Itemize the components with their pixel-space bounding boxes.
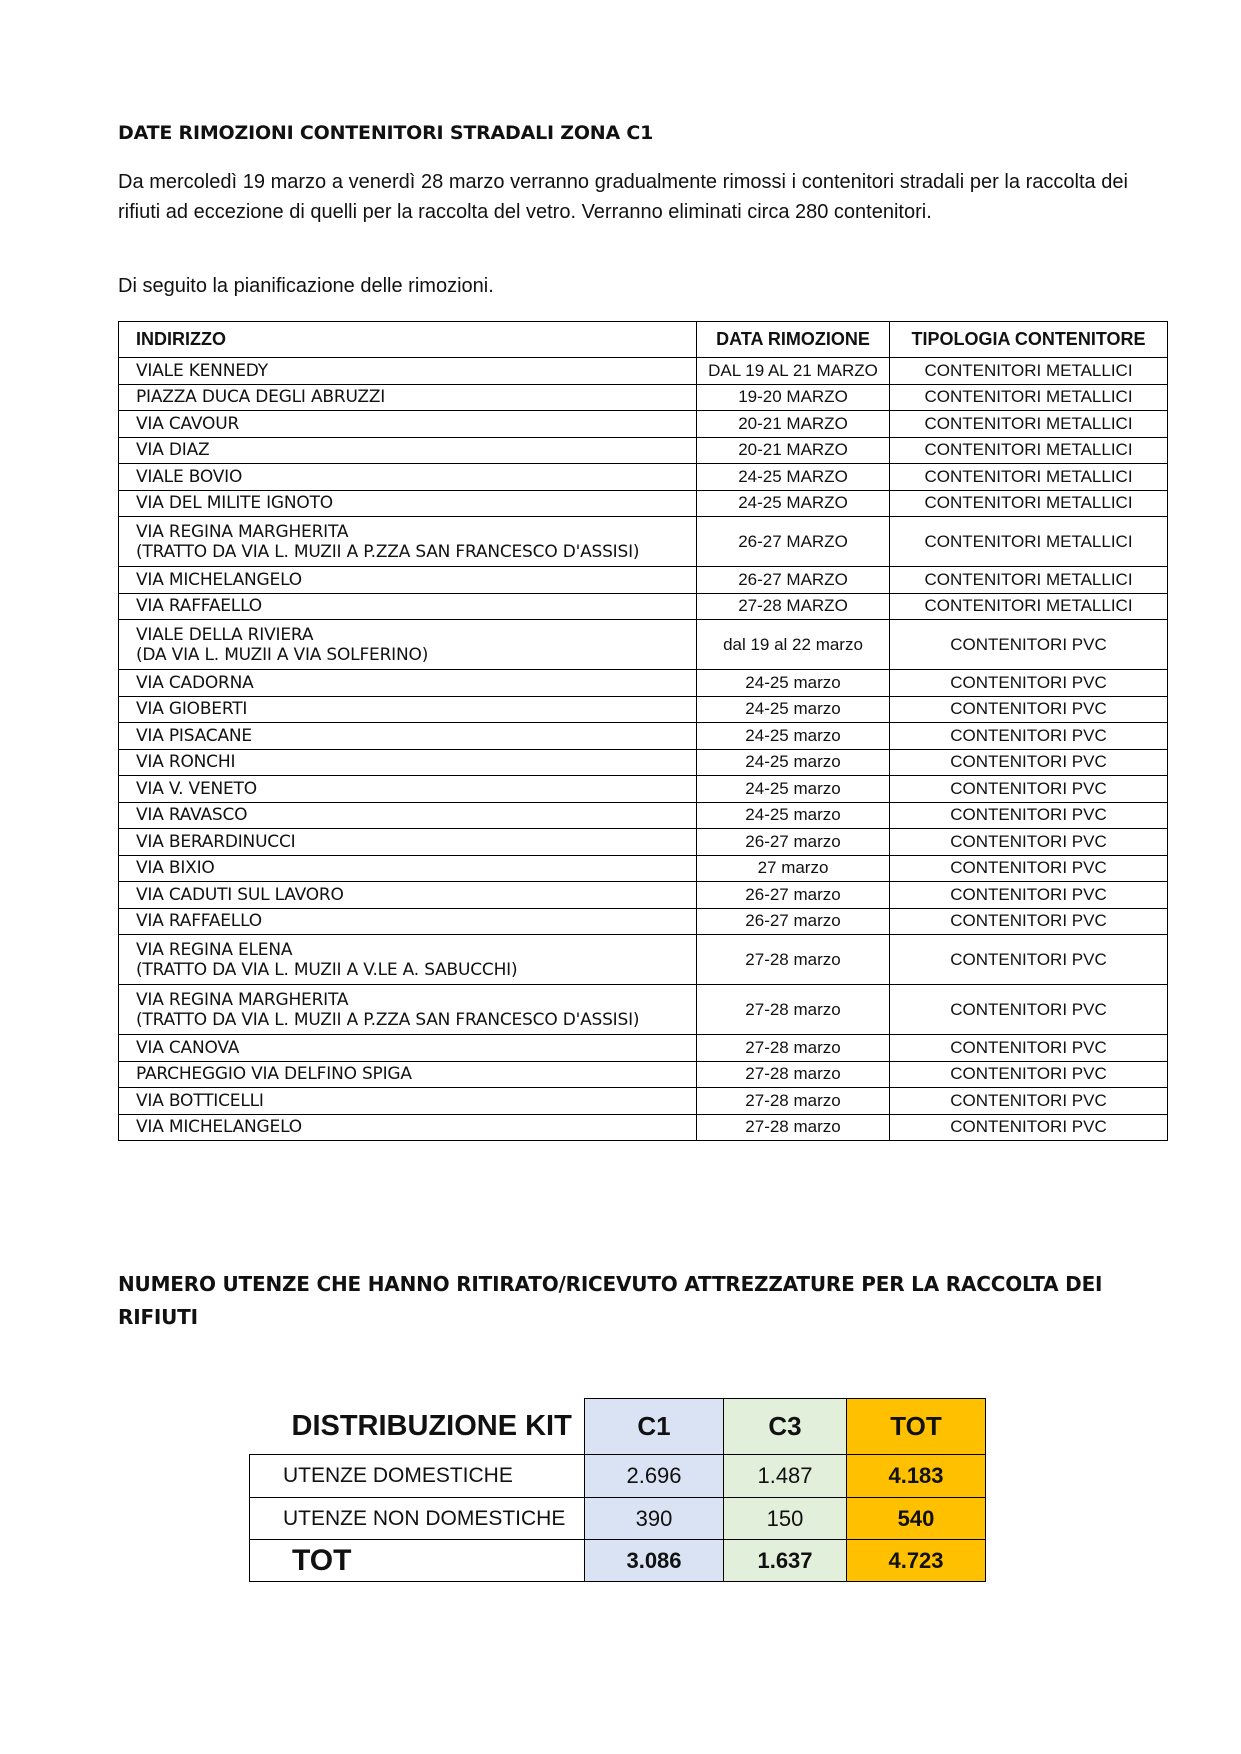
table-row: [119, 1114, 1168, 1141]
container-type-cell: CONTENITORI METALLICI: [890, 593, 1168, 620]
address-line: VIA RAFFAELLO: [136, 911, 262, 932]
address-cell: [119, 593, 697, 620]
address-cell: [119, 1035, 697, 1062]
column-header-date: DATA RIMOZIONE: [697, 322, 890, 358]
kit-cell-c3: 150: [724, 1498, 847, 1540]
date-cell: 24-25 marzo: [697, 802, 890, 829]
container-type-cell: CONTENITORI PVC: [890, 935, 1168, 985]
address-line: VIA CANOVA: [136, 1037, 240, 1058]
date-cell: 26-27 MARZO: [697, 517, 890, 567]
kit-total-c1: 3.086: [585, 1540, 724, 1582]
kit-column-c3: C3: [724, 1399, 847, 1455]
date-cell: 24-25 marzo: [697, 776, 890, 803]
table-row: [119, 985, 1168, 1035]
container-type-cell: CONTENITORI PVC: [890, 882, 1168, 909]
address-cell: [119, 829, 697, 856]
intro-paragraph: Da mercoledì 19 marzo a venerdì 28 marzo verranno gradualmente rimossi i contenitori stradali per la raccolta dei rifiuti ad eccezione di quelli per la raccolta del vetro. Verranno eliminati circa 280 contenitori.: [118, 171, 1128, 223]
date-cell: 27-28 marzo: [697, 1114, 890, 1141]
address-cell: [119, 490, 697, 517]
address-cell: [119, 749, 697, 776]
container-type-cell: CONTENITORI METALLICI: [890, 490, 1168, 517]
address-line: VIA V. VENETO: [136, 778, 257, 799]
table-row: [119, 567, 1168, 594]
address-cell: [119, 437, 697, 464]
kit-cell-c1: 2.696: [585, 1455, 724, 1498]
table-row: [119, 908, 1168, 935]
address-cell: [119, 935, 697, 985]
table-header-row: [119, 322, 1168, 358]
date-cell: 24-25 marzo: [697, 696, 890, 723]
date-cell: 27-28 marzo: [697, 935, 890, 985]
container-type-cell: CONTENITORI PVC: [890, 1114, 1168, 1141]
table-row: [119, 384, 1168, 411]
address-cell: [119, 358, 697, 385]
container-type-cell: CONTENITORI PVC: [890, 776, 1168, 803]
kit-row-domestiche: [250, 1455, 986, 1498]
kit-header-row: [250, 1399, 986, 1455]
container-type-cell: CONTENITORI METALLICI: [890, 437, 1168, 464]
address-line: VIA DIAZ: [136, 440, 210, 461]
address-cell: [119, 567, 697, 594]
table-row: [119, 829, 1168, 856]
address-line: VIA CADORNA: [136, 672, 254, 693]
address-line: VIA BOTTICELLI: [136, 1090, 264, 1111]
address-detail-line: (TRATTO DA VIA L. MUZII A V.LE A. SABUCCHI): [136, 959, 518, 980]
date-cell: 24-25 MARZO: [697, 490, 890, 517]
table-row: [119, 620, 1168, 670]
container-type-cell: CONTENITORI METALLICI: [890, 384, 1168, 411]
container-type-cell: CONTENITORI PVC: [890, 723, 1168, 750]
container-type-cell: CONTENITORI PVC: [890, 1035, 1168, 1062]
table-row: [119, 437, 1168, 464]
container-type-cell: CONTENITORI PVC: [890, 829, 1168, 856]
address-detail-line: (TRATTO DA VIA L. MUZII A P.ZZA SAN FRANCESCO D'ASSISI): [136, 541, 640, 562]
container-type-cell: CONTENITORI METALLICI: [890, 517, 1168, 567]
address-detail-line: (DA VIA L. MUZII A VIA SOLFERINO): [136, 644, 429, 665]
address-cell: [119, 723, 697, 750]
address-cell: [119, 1088, 697, 1115]
table-row: [119, 1088, 1168, 1115]
date-cell: 27-28 marzo: [697, 1061, 890, 1088]
address-line: VIALE DELLA RIVIERA: [136, 624, 314, 645]
kit-table-title: DISTRIBUZIONE KIT: [250, 1399, 585, 1455]
table-row: [119, 464, 1168, 491]
date-cell: 27-28 marzo: [697, 1088, 890, 1115]
address-cell: [119, 384, 697, 411]
address-line: VIA BERARDINUCCI: [136, 831, 296, 852]
column-header-type: TIPOLOGIA CONTENITORE: [890, 322, 1168, 358]
address-line: VIA MICHELANGELO: [136, 569, 302, 590]
address-line: VIA RONCHI: [136, 752, 236, 773]
removal-schedule-table: [118, 321, 1168, 1141]
container-type-cell: CONTENITORI PVC: [890, 855, 1168, 882]
container-type-cell: CONTENITORI PVC: [890, 696, 1168, 723]
address-cell: [119, 882, 697, 909]
date-cell: 26-27 MARZO: [697, 567, 890, 594]
date-cell: 20-21 MARZO: [697, 437, 890, 464]
table-row: [119, 882, 1168, 909]
table-row: [119, 670, 1168, 697]
table-row: [119, 490, 1168, 517]
address-line: VIA RAVASCO: [136, 805, 248, 826]
address-cell: [119, 908, 697, 935]
date-cell: 26-27 marzo: [697, 829, 890, 856]
address-line: VIALE KENNEDY: [136, 360, 268, 381]
table-row: [119, 776, 1168, 803]
date-cell: 24-25 marzo: [697, 670, 890, 697]
kit-cell-c3: 1.487: [724, 1455, 847, 1498]
date-cell: 24-25 marzo: [697, 723, 890, 750]
kit-distribution-table: [249, 1398, 986, 1582]
address-cell: [119, 411, 697, 438]
address-line: PARCHEGGIO VIA DELFINO SPIGA: [136, 1064, 412, 1085]
address-line: VIA REGINA ELENA: [136, 939, 293, 960]
address-cell: [119, 620, 697, 670]
date-cell: 27-28 MARZO: [697, 593, 890, 620]
container-type-cell: CONTENITORI METALLICI: [890, 358, 1168, 385]
kit-column-c1: C1: [585, 1399, 724, 1455]
table-row: [119, 855, 1168, 882]
section-heading-kit: NUMERO UTENZE CHE HANNO RITIRATO/RICEVUTO ATTREZZATURE PER LA RACCOLTA DEI RIFIUTI: [118, 1272, 1103, 1329]
date-cell: 19-20 MARZO: [697, 384, 890, 411]
address-cell: [119, 776, 697, 803]
container-type-cell: CONTENITORI PVC: [890, 802, 1168, 829]
table-row: [119, 411, 1168, 438]
container-type-cell: CONTENITORI PVC: [890, 908, 1168, 935]
kit-row-label: UTENZE DOMESTICHE: [250, 1455, 585, 1498]
container-type-cell: CONTENITORI METALLICI: [890, 411, 1168, 438]
container-type-cell: CONTENITORI PVC: [890, 670, 1168, 697]
address-line: VIA DEL MILITE IGNOTO: [136, 493, 333, 514]
kit-total-c3: 1.637: [724, 1540, 847, 1582]
kit-row-label: UTENZE NON DOMESTICHE: [250, 1498, 585, 1540]
date-cell: 27-28 marzo: [697, 1035, 890, 1062]
address-cell: [119, 1114, 697, 1141]
address-cell: [119, 855, 697, 882]
address-line: PIAZZA DUCA DEGLI ABRUZZI: [136, 387, 386, 408]
address-line: VIA BIXIO: [136, 858, 215, 879]
container-type-cell: CONTENITORI PVC: [890, 985, 1168, 1035]
address-cell: [119, 802, 697, 829]
address-cell: [119, 464, 697, 491]
address-line: VIA RAFFAELLO: [136, 596, 262, 617]
date-cell: 24-25 marzo: [697, 749, 890, 776]
kit-total-label: TOT: [250, 1540, 585, 1582]
table-row: [119, 696, 1168, 723]
table-row: [119, 1061, 1168, 1088]
address-line: VIA MICHELANGELO: [136, 1117, 302, 1138]
date-cell: 20-21 MARZO: [697, 411, 890, 438]
address-cell: [119, 517, 697, 567]
table-row: [119, 935, 1168, 985]
kit-cell-tot: 540: [847, 1498, 986, 1540]
date-cell: DAL 19 AL 21 MARZO: [697, 358, 890, 385]
date-cell: 26-27 marzo: [697, 908, 890, 935]
kit-row-total: [250, 1540, 986, 1582]
container-type-cell: CONTENITORI PVC: [890, 749, 1168, 776]
table-row: [119, 358, 1168, 385]
address-line: VIA PISACANE: [136, 725, 252, 746]
address-cell: [119, 696, 697, 723]
table-row: [119, 517, 1168, 567]
section-heading-removals: DATE RIMOZIONI CONTENITORI STRADALI ZONA C1: [118, 122, 654, 144]
table-row: [119, 749, 1168, 776]
kit-cell-tot: 4.183: [847, 1455, 986, 1498]
date-cell: dal 19 al 22 marzo: [697, 620, 890, 670]
address-line: VIA REGINA MARGHERITA: [136, 521, 349, 542]
address-line: VIA CADUTI SUL LAVORO: [136, 884, 344, 905]
table-row: [119, 802, 1168, 829]
kit-row-non-domestiche: [250, 1498, 986, 1540]
container-type-cell: CONTENITORI PVC: [890, 620, 1168, 670]
date-cell: 24-25 MARZO: [697, 464, 890, 491]
address-cell: [119, 1061, 697, 1088]
address-line: VIALE BOVIO: [136, 466, 243, 487]
kit-total-tot: 4.723: [847, 1540, 986, 1582]
date-cell: 26-27 marzo: [697, 882, 890, 909]
table-row: [119, 593, 1168, 620]
table-row: [119, 1035, 1168, 1062]
date-cell: 27-28 marzo: [697, 985, 890, 1035]
address-cell: [119, 670, 697, 697]
address-line: VIA CAVOUR: [136, 413, 240, 434]
kit-column-tot: TOT: [847, 1399, 986, 1455]
address-line: VIA GIOBERTI: [136, 699, 248, 720]
container-type-cell: CONTENITORI METALLICI: [890, 464, 1168, 491]
schedule-intro: Di seguito la pianificazione delle rimozioni.: [118, 275, 494, 297]
table-row: [119, 723, 1168, 750]
container-type-cell: CONTENITORI METALLICI: [890, 567, 1168, 594]
removal-table-body: [119, 358, 1168, 1141]
kit-cell-c1: 390: [585, 1498, 724, 1540]
address-detail-line: (TRATTO DA VIA L. MUZII A P.ZZA SAN FRANCESCO D'ASSISI): [136, 1009, 640, 1030]
address-cell: [119, 985, 697, 1035]
address-line: VIA REGINA MARGHERITA: [136, 989, 349, 1010]
container-type-cell: CONTENITORI PVC: [890, 1061, 1168, 1088]
container-type-cell: CONTENITORI PVC: [890, 1088, 1168, 1115]
date-cell: 27 marzo: [697, 855, 890, 882]
column-header-address: INDIRIZZO: [119, 322, 697, 358]
